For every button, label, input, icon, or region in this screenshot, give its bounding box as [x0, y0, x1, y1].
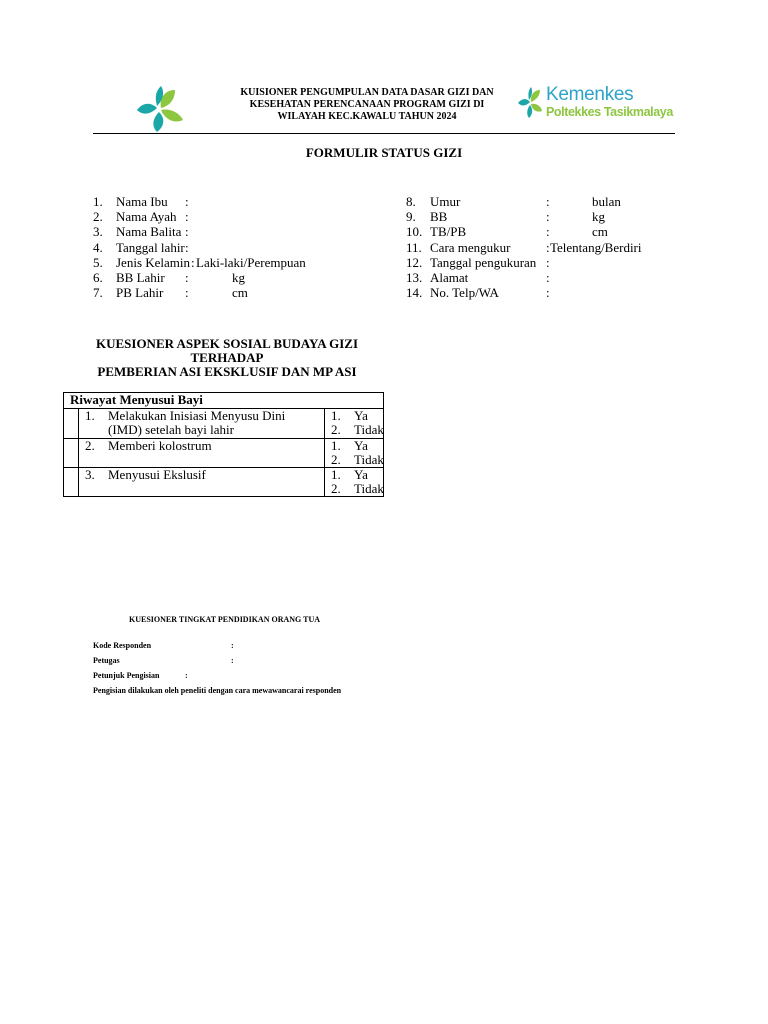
field-row [406, 255, 550, 270]
field-colon: : [546, 240, 550, 255]
field-label: BB [430, 209, 448, 224]
table-row [64, 438, 384, 467]
logo-brand-text: Kemenkes [546, 84, 634, 105]
field-value: kg [232, 270, 245, 285]
field-number: 1. [93, 194, 103, 209]
question-text: Menyusui Ekslusif [108, 466, 206, 482]
header-title-line: KESEHATAN PERENCANAAN PROGRAM GIZI DI [249, 99, 485, 110]
questionnaire-title-line: PEMBERIAN ASI EKSKLUSIF DAN MP ASI [97, 364, 357, 379]
field-colon: : [546, 255, 550, 270]
options-cell [325, 467, 384, 496]
logo-sub-text: Poltekkes Tasikmalaya [546, 105, 673, 119]
option-tidak[interactable]: Tidak [354, 421, 384, 437]
field-row [406, 224, 608, 239]
field-label: Umur [430, 194, 461, 209]
question-text: (IMD) setelah bayi lahir [108, 421, 234, 437]
poltekkes-logo [517, 85, 672, 125]
field-label: Alamat [430, 270, 469, 285]
table-cell [64, 467, 79, 496]
petugas-colon: : [231, 656, 234, 665]
field-row [93, 224, 189, 239]
field-value: kg [592, 209, 605, 224]
field-row [93, 255, 306, 270]
field-label: Jenis Kelamin [116, 255, 191, 270]
field-number: 3. [93, 224, 103, 239]
field-colon: : [185, 240, 189, 255]
field-row [93, 209, 189, 224]
header-divider [93, 133, 675, 134]
field-value: cm [592, 224, 608, 239]
field-colon: : [546, 209, 550, 224]
question-cell [79, 438, 325, 467]
field-label: Tanggal pengukuran [430, 255, 537, 270]
field-colon: : [191, 255, 195, 270]
instruction-text: Pengisian dilakukan oleh peneliti dengan cara mewawancarai responden [93, 686, 342, 695]
field-number: 11. [406, 240, 422, 255]
option-ya[interactable]: Ya [354, 437, 368, 453]
field-row [406, 209, 605, 224]
field-value: cm [232, 285, 248, 300]
field-value: Telentang/Berdiri [550, 240, 642, 255]
field-number: 13. [406, 270, 423, 285]
question-number: 1. [85, 407, 95, 423]
option-number: 2. [331, 451, 341, 467]
field-row [93, 240, 189, 255]
option-number: 1. [331, 407, 341, 423]
field-label: Nama Ayah [116, 209, 177, 224]
petunjuk-label: Petunjuk Pengisian [93, 671, 160, 680]
field-label: Nama Ibu [116, 194, 168, 209]
field-colon: : [546, 285, 550, 300]
field-label: TB/PB [430, 224, 467, 239]
field-colon: : [185, 194, 189, 209]
field-row [93, 270, 245, 285]
questionnaire-title-line: TERHADAP [190, 350, 264, 365]
question-cell [79, 408, 325, 438]
table-row [64, 408, 384, 438]
petunjuk-colon: : [185, 671, 188, 680]
question-cell [79, 467, 325, 496]
field-value: bulan [592, 194, 621, 209]
field-row [406, 285, 550, 300]
education-title: KUESIONER TINGKAT PENDIDIKAN ORANG TUA [129, 615, 320, 624]
field-number: 5. [93, 255, 103, 270]
field-colon: : [185, 209, 189, 224]
question-text: Memberi kolostrum [108, 437, 212, 453]
field-number: 9. [406, 209, 416, 224]
field-colon: : [546, 224, 550, 239]
field-row [406, 240, 642, 255]
table-row [64, 467, 384, 496]
option-ya[interactable]: Ya [354, 407, 368, 423]
field-colon: : [546, 194, 550, 209]
field-colon: : [185, 270, 189, 285]
field-number: 8. [406, 194, 416, 209]
kemenkes-emblem-logo [135, 86, 185, 137]
option-tidak[interactable]: Tidak [354, 451, 384, 467]
field-number: 6. [93, 270, 103, 285]
field-row [406, 270, 550, 285]
field-row [93, 285, 248, 300]
options-cell [325, 438, 384, 467]
option-number: 2. [331, 480, 341, 496]
question-number: 2. [85, 437, 95, 453]
document-header-title [228, 87, 506, 123]
table-cell [64, 438, 79, 467]
field-number: 7. [93, 285, 103, 300]
field-colon: : [185, 285, 189, 300]
option-number: 2. [331, 421, 341, 437]
field-number: 4. [93, 240, 103, 255]
option-number: 1. [331, 437, 341, 453]
field-number: 12. [406, 255, 423, 270]
kode-responden-colon: : [231, 641, 234, 650]
options-cell [325, 408, 384, 438]
field-label: Nama Balita [116, 224, 182, 239]
option-tidak[interactable]: Tidak [354, 480, 384, 496]
field-label: No. Telp/WA [430, 285, 499, 300]
option-ya[interactable]: Ya [354, 466, 368, 482]
question-text: Melakukan Inisiasi Menyusu Dini [108, 407, 286, 423]
kode-responden-label: Kode Responden [93, 641, 152, 650]
table-header: Riwayat Menyusui Bayi [64, 393, 384, 409]
field-row [93, 194, 189, 209]
field-row [406, 194, 621, 209]
field-label: Cara mengukur [430, 240, 511, 255]
petugas-label: Petugas [93, 656, 120, 665]
field-label: BB Lahir [116, 270, 165, 285]
header-title-line: WILAYAH KEC.KAWALU TAHUN 2024 [277, 111, 457, 122]
table-cell [64, 408, 79, 438]
questionnaire-title [88, 337, 366, 379]
field-number: 10. [406, 224, 423, 239]
form-title: FORMULIR STATUS GIZI [305, 145, 463, 160]
questionnaire-title-line: KUESIONER ASPEK SOSIAL BUDAYA GIZI [95, 336, 359, 351]
field-value: Laki-laki/Perempuan [196, 255, 306, 270]
question-number: 3. [85, 466, 95, 482]
field-label: PB Lahir [116, 285, 164, 300]
kemenkes-mark-icon [517, 87, 543, 119]
field-label: Tanggal lahir [116, 240, 185, 255]
field-number: 2. [93, 209, 103, 224]
header-title-line: KUISIONER PENGUMPULAN DATA DASAR GIZI DAN [240, 87, 494, 98]
field-colon: : [185, 224, 189, 239]
riwayat-menyusui-table [63, 392, 384, 497]
field-colon: : [546, 270, 550, 285]
field-number: 14. [406, 285, 423, 300]
option-number: 1. [331, 466, 341, 482]
